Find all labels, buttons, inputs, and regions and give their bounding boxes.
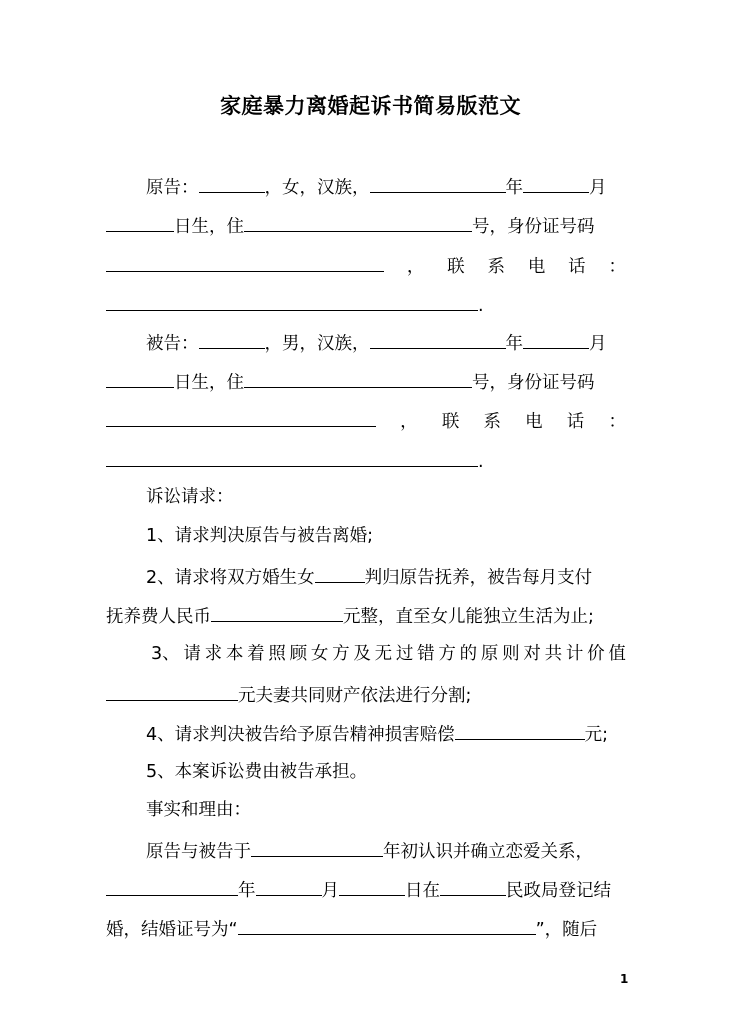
claim-text: 抚养费人民币 <box>106 607 211 627</box>
claim-char: 过 <box>395 644 414 664</box>
claim-item-2 <box>106 562 626 588</box>
plaintiff-line-2 <box>106 211 626 237</box>
defendant-line-2 <box>106 367 626 393</box>
blank-field <box>523 328 589 349</box>
claim-char: 对 <box>523 644 541 664</box>
claim-item-1: 1、请求判决原告与被告离婚; <box>146 526 374 546</box>
claim-char: 3、 <box>151 644 180 664</box>
claim-text: 元; <box>584 725 609 745</box>
blank-field <box>244 211 472 232</box>
comma: ， <box>400 412 418 432</box>
defendant-sex-ethnicity: ，男，汉族， <box>264 334 370 354</box>
claim-text: 判归原告抚养，被告每月支付 <box>364 568 593 588</box>
claim-char: 原 <box>480 644 499 664</box>
claim-text: 2、请求将双方婚生女 <box>146 568 315 588</box>
phone-label-char: 联 <box>441 412 460 432</box>
blank-field <box>339 875 405 896</box>
defendant-label: 被告： <box>146 334 199 354</box>
blank-field <box>256 875 322 896</box>
phone-label-char: ： <box>608 257 626 277</box>
claim-char: 错 <box>417 644 435 664</box>
plaintiff-line-1 <box>106 172 626 198</box>
claim-char: 无 <box>374 644 393 664</box>
day-at-label: 日在 <box>405 881 440 901</box>
blank-field <box>106 251 384 272</box>
claim-char: 共 <box>544 644 563 664</box>
claim-text: 元整，直至女儿能独立生活为止; <box>343 607 594 627</box>
blank-field <box>315 562 365 583</box>
year-label: 年 <box>505 334 523 354</box>
facts-text: 婚，结婚证号为“ <box>106 920 238 940</box>
claim-char: 则 <box>502 644 520 664</box>
blank-field <box>106 211 174 232</box>
phone-label-char: 联 <box>447 257 465 277</box>
comma: ， <box>406 257 425 277</box>
blank-field <box>106 680 238 701</box>
claim-char: 请 <box>183 644 201 664</box>
blank-field <box>106 406 376 427</box>
claim-char: 价 <box>587 644 605 664</box>
plaintiff-label: 原告： <box>146 178 199 198</box>
id-label: 号，身份证号码 <box>472 217 595 237</box>
claim-item-5: 5、本案诉讼费由被告承担。 <box>146 762 368 782</box>
claim-char: 的 <box>459 644 478 664</box>
claim-char: 求 <box>204 644 223 664</box>
claim-item-2-cont <box>106 601 626 627</box>
blank-field <box>199 172 265 193</box>
blank-field <box>106 875 238 896</box>
blank-field <box>370 328 506 349</box>
period: . <box>478 296 484 316</box>
phone-label-char: 话 <box>566 412 585 432</box>
facts-text: 民政局登记结 <box>506 881 611 901</box>
page-number: 1 <box>620 972 629 986</box>
born-label: 日生，住 <box>174 217 244 237</box>
blank-field <box>523 172 589 193</box>
born-label: 日生，住 <box>174 373 244 393</box>
claim-char: 女 <box>310 644 329 664</box>
plaintiff-sex-ethnicity: ，女，汉族， <box>264 178 370 198</box>
year-label: 年 <box>238 881 256 901</box>
claim-item-3-cont <box>106 680 626 706</box>
facts-line-1 <box>106 836 626 862</box>
period: . <box>478 452 484 472</box>
blank-field <box>370 172 506 193</box>
claim-char: 本 <box>225 644 244 664</box>
month-label: 月 <box>589 334 607 354</box>
claim-char: 着 <box>247 644 265 664</box>
claim-char: 方 <box>332 644 350 664</box>
claim-item-4 <box>106 719 626 745</box>
claim-text: 4、请求判决被告给予原告精神损害赔偿 <box>146 725 455 745</box>
year-label: 年 <box>505 178 523 198</box>
claim-char: 计 <box>565 644 584 664</box>
blank-field <box>455 719 585 740</box>
blank-field <box>211 601 343 622</box>
blank-field <box>440 875 506 896</box>
claim-char: 方 <box>438 644 456 664</box>
month-label: 月 <box>589 178 607 198</box>
document-title: 家庭暴力离婚起诉书简易版范文 <box>220 94 521 118</box>
blank-field <box>244 367 472 388</box>
blank-field <box>251 836 383 857</box>
facts-text: ”，随后 <box>535 920 598 940</box>
blank-field <box>106 367 174 388</box>
blank-field <box>238 914 536 935</box>
facts-text: 原告与被告于 <box>146 842 251 862</box>
defendant-line-1 <box>106 328 626 354</box>
facts-heading: 事实和理由： <box>146 800 251 820</box>
blank-field <box>106 290 478 311</box>
phone-label-char: 系 <box>483 412 501 432</box>
blank-field <box>199 328 265 349</box>
claim-char: 照 <box>268 644 286 664</box>
claim-char: 及 <box>353 644 371 664</box>
phone-label-char: ： <box>608 412 626 432</box>
month-label: 月 <box>321 881 339 901</box>
phone-label-char: 系 <box>487 257 505 277</box>
blank-field <box>106 446 478 467</box>
facts-line-2 <box>106 875 626 901</box>
id-label: 号，身份证号码 <box>472 373 595 393</box>
claim-text: 元夫妻共同财产依法进行分割; <box>238 686 472 706</box>
phone-label-char: 电 <box>527 257 546 277</box>
facts-line-3 <box>106 914 626 940</box>
claim-item-3 <box>106 641 626 667</box>
facts-text: 年初认识并确立恋爱关系， <box>383 842 593 862</box>
claim-char: 顾 <box>289 644 308 664</box>
phone-label-char: 电 <box>525 412 543 432</box>
defendant-line-3 <box>106 406 626 432</box>
phone-label-char: 话 <box>568 257 586 277</box>
plaintiff-line-3 <box>106 251 626 277</box>
defendant-line-4 <box>106 446 626 472</box>
plaintiff-line-4 <box>106 290 626 316</box>
claims-heading: 诉讼请求： <box>146 487 234 507</box>
claim-char: 值 <box>608 644 626 664</box>
